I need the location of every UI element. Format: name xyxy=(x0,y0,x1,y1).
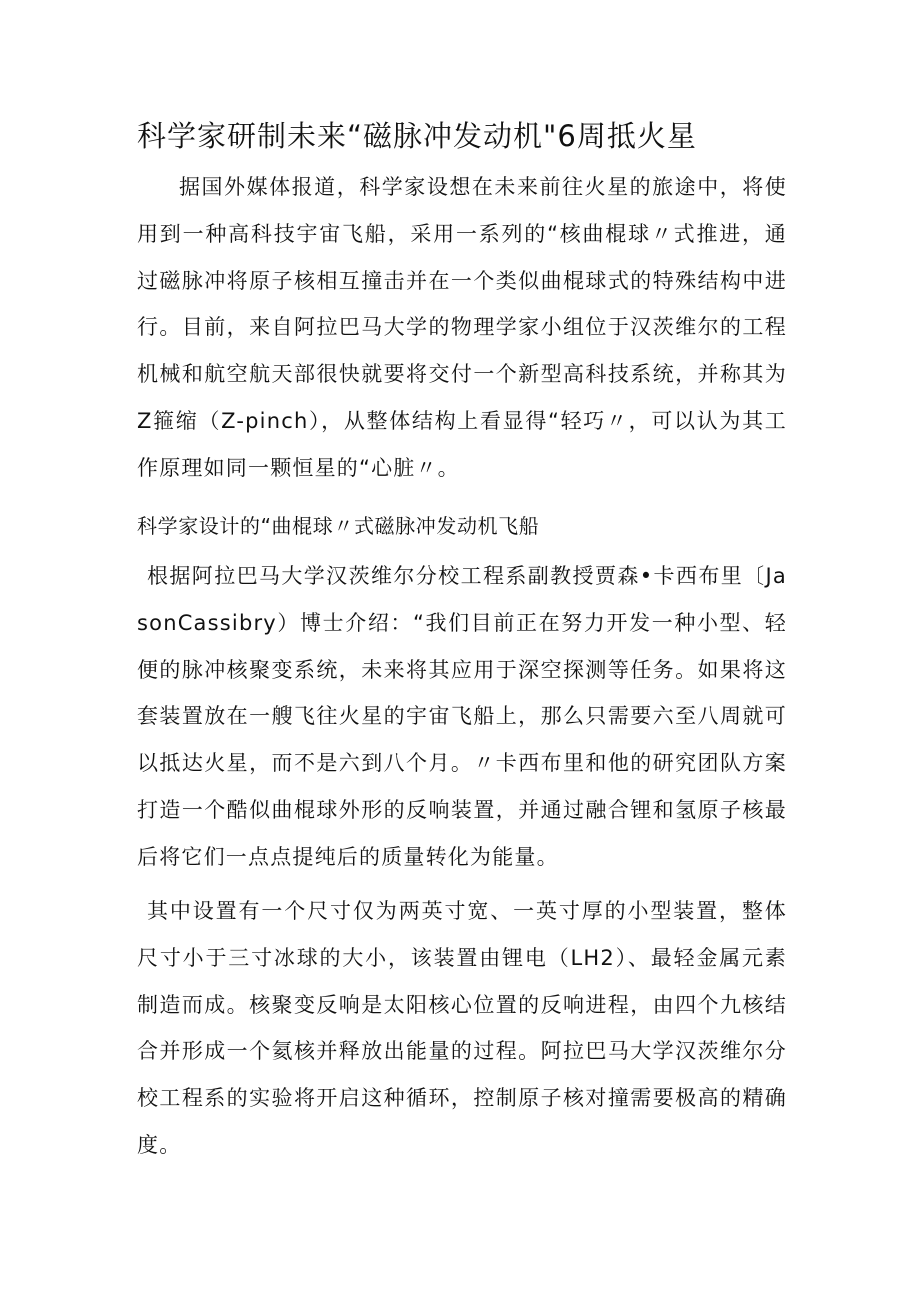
article-title: 科学家研制未来“磁脉冲发动机"6周抵火星 xyxy=(137,119,697,153)
article-paragraph-2: 根据阿拉巴马大学汉茨维尔分校工程系副教授贾森•卡西布里〔JasonCassibry）博士介绍：“我们目前正在努力开发一种小型、轻便的脉冲核聚变系统，未来将其应用于深空探测等任务。如果将这套装置放在一艘飞往火星的宇宙飞船上，那么只需要六至八周就可以抵达火星，而不是六到八个月。〃卡西布里和他的研究团队方案打造一个酷似曲棍球外形的反响装置，并通过融合锂和氢原子核最后将它们一点点提纯后的质量转化为能量。 xyxy=(137,564,787,869)
article-paragraph-3: 其中设置有一个尺寸仅为两英寸宽、一英寸厚的小型装置，整体尺寸小于三寸冰球的大小，该装置由锂电（LH2）、最轻金属元素制造而成。核聚变反响是太阳核心位置的反响进程，由四个九核结合并形成一个氦核并释放出能量的过程。阿拉巴马大学汉茨维尔分校工程系的实验将开启这种循环，控制原子核对撞需要极高的精确度。 xyxy=(137,899,787,1157)
article-paragraph-1: 据国外媒体报道，科学家设想在未来前往火星的旅途中，将使用到一种高科技宇宙飞船，采用一系列的“核曲棍球〃式推进，通过磁脉冲将原子核相互撞击并在一个类似曲棍球式的特殊结构中进行。目前，来自阿拉巴马大学的物理学家小组位于汉茨维尔的工程机械和航空航天部很快就要将交付一个新型高科技系统，并称其为Z箍缩（Z-pinch），从整体结构上看显得“轻巧〃，可以认为其工作原理如同一颗恒星的“心脏〃。 xyxy=(137,175,787,480)
image-caption-heading: 科学家设计的“曲棍球〃式磁脉冲发动机飞船 xyxy=(137,514,540,538)
